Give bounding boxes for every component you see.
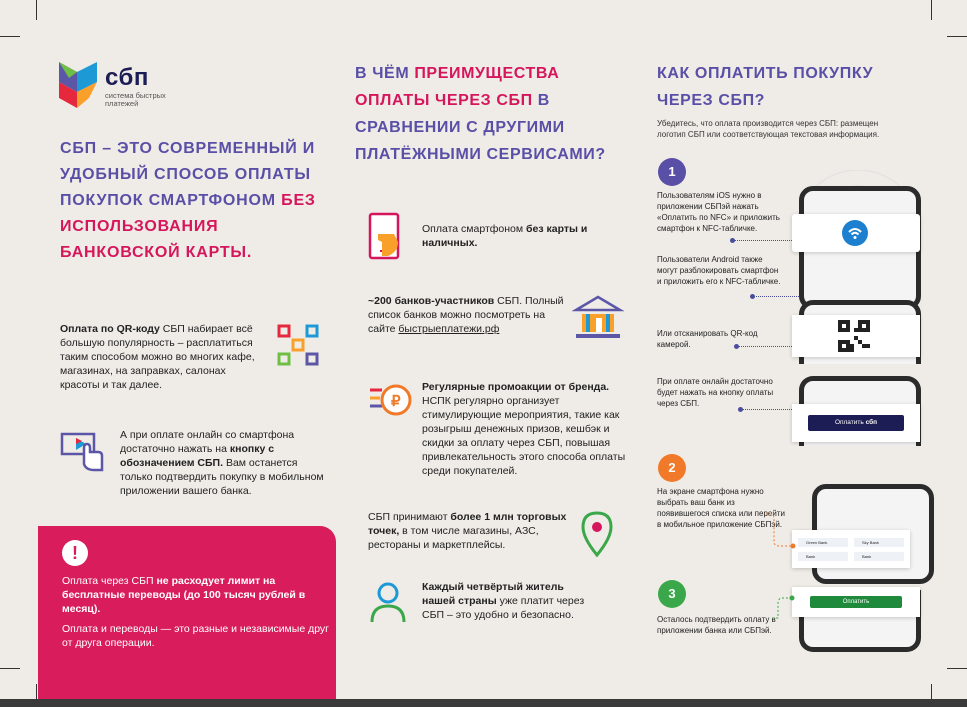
bank-option-name: Sky Bank [862, 540, 879, 545]
heading-part3: В СРАВНЕНИИ С ДРУГИМИ ПЛАТЁЖНЫМИ СЕРВИСАМИ? [355, 92, 606, 163]
crop-mark [931, 0, 932, 20]
alert-p1-bold: не расходует лимит на бесплатные переводы (до 100 тысяч рублей в месяц). [62, 575, 306, 615]
headline-part2: БЕЗ ИСПОЛЬЗОВАНИЯ БАНКОВСКОЙ КАРТЫ. [60, 192, 316, 261]
crop-mark [947, 36, 967, 37]
qr-instruction: Или отсканировать QR-код камерой. [657, 329, 758, 349]
pay-sbp-button[interactable] [808, 415, 904, 431]
col3-heading: КАК ОПЛАТИТЬ ПОКУПКУ ЧЕРЕЗ СБП? [657, 65, 874, 109]
smartphone-payment-icon [368, 212, 412, 262]
crop-mark [0, 668, 20, 669]
sbp-logo [55, 58, 205, 118]
bank-option[interactable] [798, 552, 848, 561]
benefit-4-text1: СБП принимают [368, 511, 451, 523]
online-text2: Вам останется только подтвердить покупку в мобильном приложении вашего банка. [120, 457, 324, 497]
confirm-instruction: Осталось подтвердить оплату в приложении банка или СБПэй. [657, 615, 776, 635]
benefit-item-3 [422, 380, 627, 478]
tap-button-icon [60, 428, 106, 472]
logo-wordmark: сбп [105, 64, 149, 91]
bank-option-name: Bank [806, 554, 816, 559]
alert-paragraph-1 [62, 574, 322, 616]
bank-option[interactable] [854, 552, 904, 561]
leader-dot [734, 344, 739, 349]
qr-code-icon [838, 320, 870, 352]
benefit-1-bold: без карты и наличных. [422, 223, 588, 249]
benefit-item-1 [422, 222, 602, 250]
crop-mark [0, 36, 20, 37]
crop-mark [36, 684, 37, 699]
benefit-5-bold: Каждый четвёртый житель нашей страны [422, 581, 564, 607]
col2-heading [355, 60, 625, 168]
limit-alert-box [38, 526, 336, 699]
headline-part1: СБП – ЭТО СОВРЕМЕННЫЙ И УДОБНЫЙ СПОСОБ ОПЛАТЫ ПОКУПОК СМАРТФОНОМ [60, 140, 316, 209]
benefit-2-text: СБП. Полный список банков можно посмотреть на сайте [368, 295, 564, 335]
benefit-4-bold: более 1 млн торговых точек, [368, 511, 567, 537]
alert-p1-text: Оплата через СБП [62, 575, 157, 587]
bank-option[interactable] [798, 538, 848, 547]
benefit-3-bold: Регулярные промоакции от бренда. [422, 381, 610, 393]
qr-card [792, 315, 920, 357]
step-1-badge: 1 [658, 158, 686, 186]
step-3-badge: 3 [658, 580, 686, 608]
leader-line [742, 409, 792, 410]
logo-subtitle: система быстрых платежей [105, 91, 166, 108]
step-2-badge: 2 [658, 454, 686, 482]
bank-option-name: Green Bank [806, 540, 828, 545]
exclamation-icon: ! [62, 540, 88, 566]
benefit-item-2 [368, 294, 568, 336]
green-leader [770, 594, 796, 622]
leader-dot [730, 238, 735, 243]
benefit-2-bold: ~200 банков-участников [368, 295, 495, 307]
online-bold: кнопку с обозначением СБП. [120, 443, 275, 469]
bank-list-card [792, 530, 910, 568]
crop-mark [947, 668, 967, 669]
crop-mark [931, 684, 932, 699]
bottom-bar [0, 699, 967, 707]
android-instruction: Пользователи Android также могут разблокировать смартфон и приложить его к NFC-табличке. [657, 255, 781, 286]
alert-paragraph-2: Оплата и переводы — это разные и независимые друг от друга операции. [62, 623, 330, 649]
bank-option[interactable] [854, 538, 904, 547]
leader-line [754, 296, 799, 297]
person-icon [368, 580, 408, 624]
heading-part1: В ЧЁМ [355, 65, 415, 82]
benefit-1-text: Оплата смартфоном [422, 223, 527, 235]
col1-headline [60, 136, 325, 266]
online-instruction: При оплате онлайн достаточно будет нажать на кнопку оплаты через СБП. [657, 377, 774, 408]
location-pin-icon [580, 510, 614, 558]
ios-instruction: Пользователям iOS нужно в приложении СБПэй нажать «Оплатить по NFC» и приложить смартфон к NFC-табличке. [657, 191, 780, 233]
benefit-3-text: НСПК регулярно организует стимулирующие мероприятия, такие как розыгрыш денежных призов, кешбэк и скидки за оплату через СБП, повышая привлекательность этого способа оплаты среди покупателей. [422, 395, 626, 477]
qr-text: СБП набирает всё большую популярность – расплатиться таким способом можно во многих кафе, магазинах, на заправках, салонах красоты и так далее. [60, 323, 255, 391]
leader-dot [738, 407, 743, 412]
online-card [792, 404, 920, 442]
qr-paragraph [60, 322, 265, 392]
qr-bold: Оплата по QR-коду [60, 323, 160, 335]
benefit-item-5 [422, 580, 592, 622]
bank-building-icon [572, 294, 624, 340]
confirm-card [792, 587, 920, 617]
heading-part2: ПРЕИМУЩЕСТВА ОПЛАТЫ ЧЕРЕЗ СБП [355, 65, 560, 109]
benefit-5-text: уже платит через СБП – это удобно и безопасно. [422, 595, 585, 621]
nfc-wifi-icon [842, 220, 868, 246]
online-text1: А при оплате онлайн со смартфона достаточно нажать на [120, 429, 295, 455]
bank-instruction: На экране смартфона нужно выбрать ваш банк из появившегося списка или перейти в мобильное приложение СБПэй. [657, 487, 785, 529]
leader-dot [750, 294, 755, 299]
svg-text:₽: ₽ [391, 393, 401, 410]
online-paragraph [120, 428, 325, 498]
orange-leader [760, 510, 800, 550]
qr-code-icon [277, 324, 319, 366]
nfc-card [792, 214, 920, 252]
leader-line [734, 240, 792, 241]
promo-coin-icon [368, 380, 412, 420]
leader-line [738, 346, 792, 347]
sbp-logo-icon [55, 58, 101, 110]
pay-button-label: Оплатить [834, 419, 864, 426]
pay-button-sbp: сбп [865, 419, 878, 426]
bank-option-name: Bank [862, 554, 872, 559]
crop-mark [36, 0, 37, 20]
benefit-4-text2: в том числе магазины, АЗС, рестораны и маркетплейсы. [368, 525, 539, 551]
benefit-item-4 [368, 510, 573, 552]
col3-intro: Убедитесь, что оплата производится через СБП: размещен логотип СБП или соответствующая текстовая информация. [657, 119, 880, 139]
confirm-pay-button[interactable]: Оплатить [810, 596, 902, 608]
banks-site-link[interactable]: быстрыеплатежи.рф [398, 323, 500, 335]
